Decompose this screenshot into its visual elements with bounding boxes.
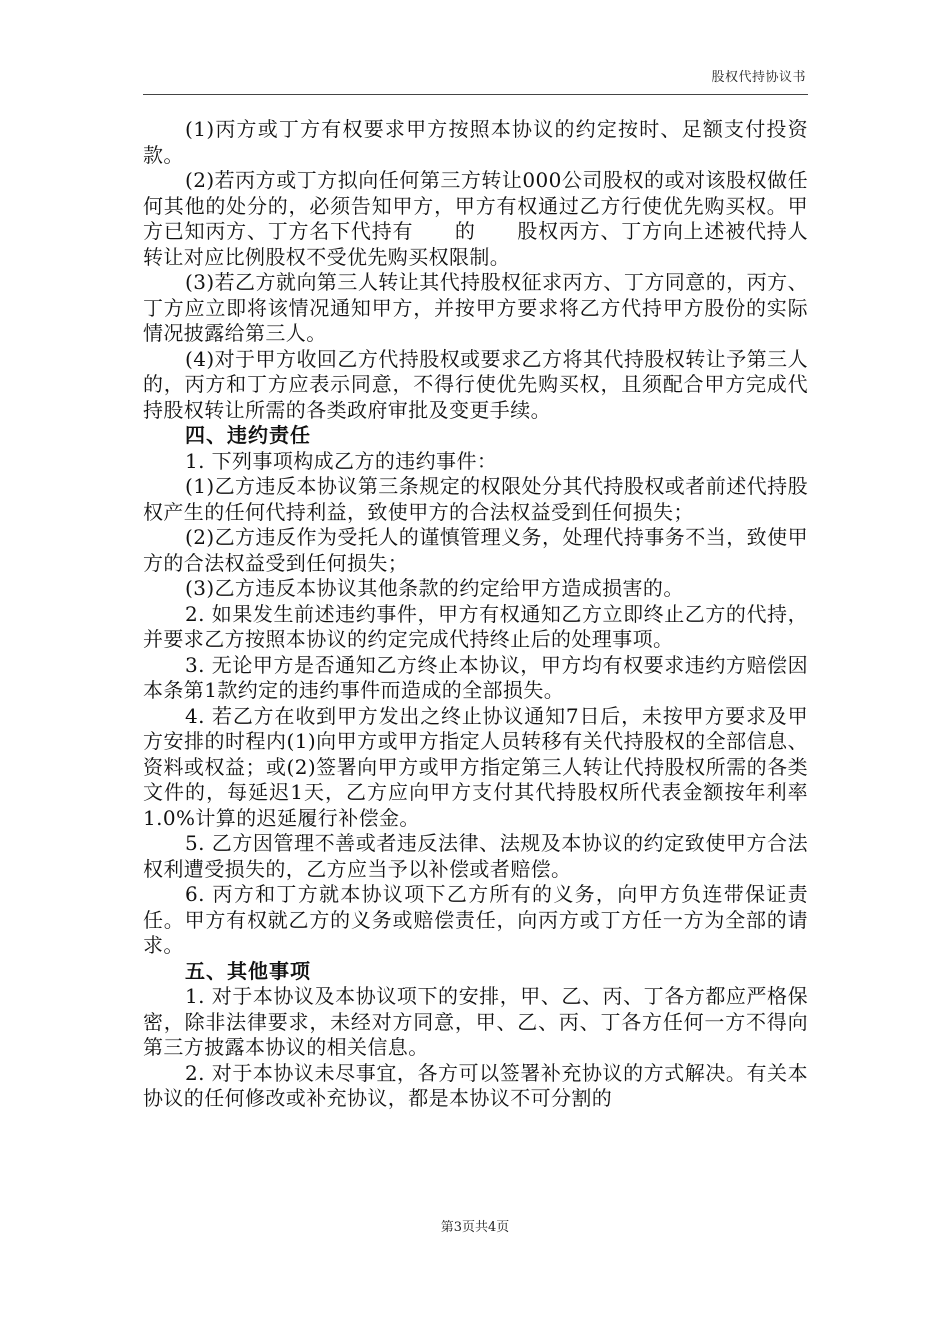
- paragraph: (2)乙方违反作为受托人的谨慎管理义务，处理代持事务不当，致使甲方的合法权益受到任何损失；: [143, 525, 808, 575]
- paragraph: (1)乙方违反本协议第三条规定的权限处分其代持股权或者前述代持股权产生的任何代持利益，致使甲方的合法权益受到任何损失；: [143, 474, 808, 524]
- document-body: [143, 117, 808, 1112]
- paragraph: (3)乙方违反本协议其他条款的约定给甲方造成损害的。: [185, 576, 684, 600]
- paragraph: (2)若丙方或丁方拟向任何第三方转让000公司股权的或对该股权做任何其他的处分的，必须告知甲方，甲方有权通过乙方行使优先购买权。甲方已知丙方、丁方名下代持有 的 股权丙方、丁方向上述被代持人转让对应比例股权不受优先购买权限制。: [143, 168, 808, 269]
- paragraph: 6. 丙方和丁方就本协议项下乙方所有的义务，向甲方负连带保证责任。甲方有权就乙方的义务或赔偿责任，向丙方或丁方任一方为全部的请求。: [143, 882, 808, 957]
- paragraph: 2. 对于本协议未尽事宜，各方可以签署补充协议的方式解决。有关本协议的任何修改或补充协议，都是本协议不可分割的: [143, 1060, 808, 1110]
- paragraph: 1. 对于本协议及本协议项下的安排，甲、乙、丙、丁各方都应严格保密，除非法律要求，未经对方同意，甲、乙、丙、丁各方任何一方不得向第三方披露本协议的相关信息。: [143, 984, 808, 1059]
- paragraph: 5. 乙方因管理不善或者违反法律、法规及本协议的约定致使甲方合法权利遭受损失的，乙方应当予以补偿或者赔偿。: [143, 831, 808, 881]
- paragraph: 3. 无论甲方是否通知乙方终止本协议，甲方均有权要求违约方赔偿因本条第1款约定的违约事件而造成的全部损失。: [143, 652, 808, 702]
- section-heading: 五、其他事项: [185, 958, 311, 983]
- section-heading: 四、违约责任: [185, 423, 311, 447]
- paragraph: 2. 如果发生前述违约事件，甲方有权通知乙方立即终止乙方的代持，并要求乙方按照本协议的约定完成代持终止后的处理事项。: [143, 601, 808, 651]
- paragraph: (3)若乙方就向第三人转让其代持股权征求丙方、丁方同意的，丙方、丁方应立即将该情况通知甲方，并按甲方要求将乙方代持甲方股份的实际情况披露给第三人。: [143, 270, 808, 345]
- paragraph: 4. 若乙方在收到甲方发出之终止协议通知7日后，未按甲方要求及甲方安排的时程内(1)向甲方或甲方指定人员转移有关代持股权的全部信息、资料或权益；或(2)签署向甲方或甲方指定第三人转让代持股权所需的各类文件的，每延迟1天，乙方应向甲方支付其代持股权所代表金额按年利率1.0%计算的迟延履行补偿金。: [143, 703, 808, 830]
- paragraph: (1)丙方或丁方有权要求甲方按照本协议的约定按时、足额支付投资款。: [143, 117, 808, 167]
- paragraph: (4)对于甲方收回乙方代持股权或要求乙方将其代持股权转让予第三人的，丙方和丁方应表示同意，不得行使优先购买权，且须配合甲方完成代持股权转让所需的各类政府审批及变更手续。: [143, 346, 808, 422]
- header-divider: [143, 94, 808, 95]
- page-header-title: 股权代持协议书: [711, 70, 806, 85]
- paragraph: 1. 下列事项构成乙方的违约事件：: [185, 448, 498, 473]
- page-footer-number: 第3页共4页: [440, 1220, 510, 1235]
